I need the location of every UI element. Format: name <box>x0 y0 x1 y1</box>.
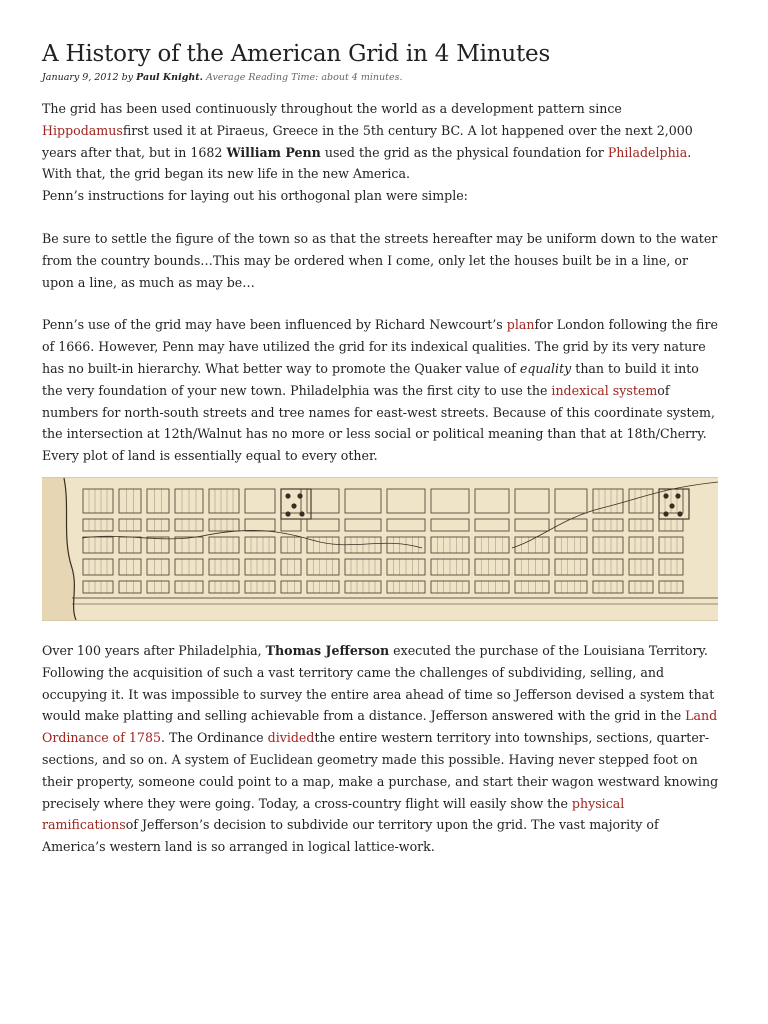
text-run: . The Ordinance <box>160 730 268 746</box>
text-run: the entire western territory into townships, sections, quarter-sections, and so on. A system of Euclidean geometry made this possible. Having never stepped foot on their property, someone could point to a map, make a purchase, and start their wagon westward knowing precisely where they were going. Today, a cross-country flight will easily show the <box>42 730 719 811</box>
link-philadelphia[interactable]: Philadelphia <box>607 144 688 160</box>
philadelphia-grid-map-image <box>42 477 718 621</box>
text-run: Penn’s use of the grid may have been influenced by Richard Newcourt’s <box>42 317 507 333</box>
text-run: executed the purchase of the Louisiana Territory. Following the acquisition of such a vast territory came the challenges of subdividing, selling, and occupying it. It was impossible to survey the entire area ahead of time so Jefferson devised a system that would make platting and selling achievable from a distance. Jefferson answered with the grid in the <box>42 642 715 724</box>
article-title: A History of the American Grid in 4 Minutes <box>42 41 551 67</box>
link-land-ordinance[interactable]: Land Ordinance of 1785 <box>42 708 718 746</box>
paragraph-indexical <box>42 314 722 467</box>
thomas-jefferson-bold: Thomas Jefferson <box>265 642 390 658</box>
paragraph-intro <box>42 98 722 185</box>
link-physical-ramifications[interactable]: physical ramifications <box>42 795 625 833</box>
byline-date: January 9, 2012 by <box>42 72 137 83</box>
text-run: used the grid as the physical foundation for <box>320 144 608 160</box>
penn-quote: Be sure to settle the figure of the town so as that the streets hereafter may be uniform down to the water from the country bounds…This may be ordered when I come, only let the houses built be in a line, or upon a line, as much as may be… <box>42 230 718 290</box>
text-run: Over 100 years after Philadelphia, <box>42 642 266 658</box>
text-run: first used it at Piraeus, Greece in the 5th century BC. A lot happened over the next 2,000 years after that, but in 1682 <box>42 122 693 160</box>
text-run: than to build it into the very foundation of your new town. Philadelphia was the first city to use the <box>42 360 699 398</box>
text-run: The grid has been used continuously throughout the world as a development pattern since <box>42 101 622 116</box>
byline <box>42 71 722 85</box>
text-run: for London following the fire of 1666. However, Penn may have utilized the grid for its indexical qualities. The grid by its very nature has no built-in hierarchy. What better way to promote the Quaker value of <box>42 317 718 376</box>
article <box>42 38 722 858</box>
link-hippodamus[interactable]: Hippodamus <box>42 122 123 138</box>
equality-italic: equality <box>519 360 572 376</box>
text-run: . With that, the grid began its new life in the new America. <box>42 144 692 182</box>
link-divided[interactable]: divided <box>267 730 315 746</box>
text-run: of Jefferson’s decision to subdivide our territory upon the grid. The vast majority of America’s western land is so arranged in logical lattice-work. <box>42 817 659 855</box>
link-plan[interactable]: plan <box>506 317 535 333</box>
william-penn-bold: William Penn <box>226 144 321 160</box>
paragraph-jefferson <box>42 640 722 858</box>
byline-author[interactable]: Paul Knight. <box>136 72 203 83</box>
reading-time: Average Reading Time: about 4 minutes. <box>202 72 403 83</box>
paragraph-instructions: Penn’s instructions for laying out his orthogonal plan were simple: <box>42 188 468 204</box>
map-icon <box>42 478 718 620</box>
link-indexical-system[interactable]: indexical system <box>551 382 658 398</box>
text-run: of numbers for north-south streets and tree names for east-west streets. Because of this coordinate system, the intersection at 12th/Walnut has no more or less social or political meaning than that at 18th/Cherry. Every plot of land is essentially equal to every other. <box>42 382 715 464</box>
